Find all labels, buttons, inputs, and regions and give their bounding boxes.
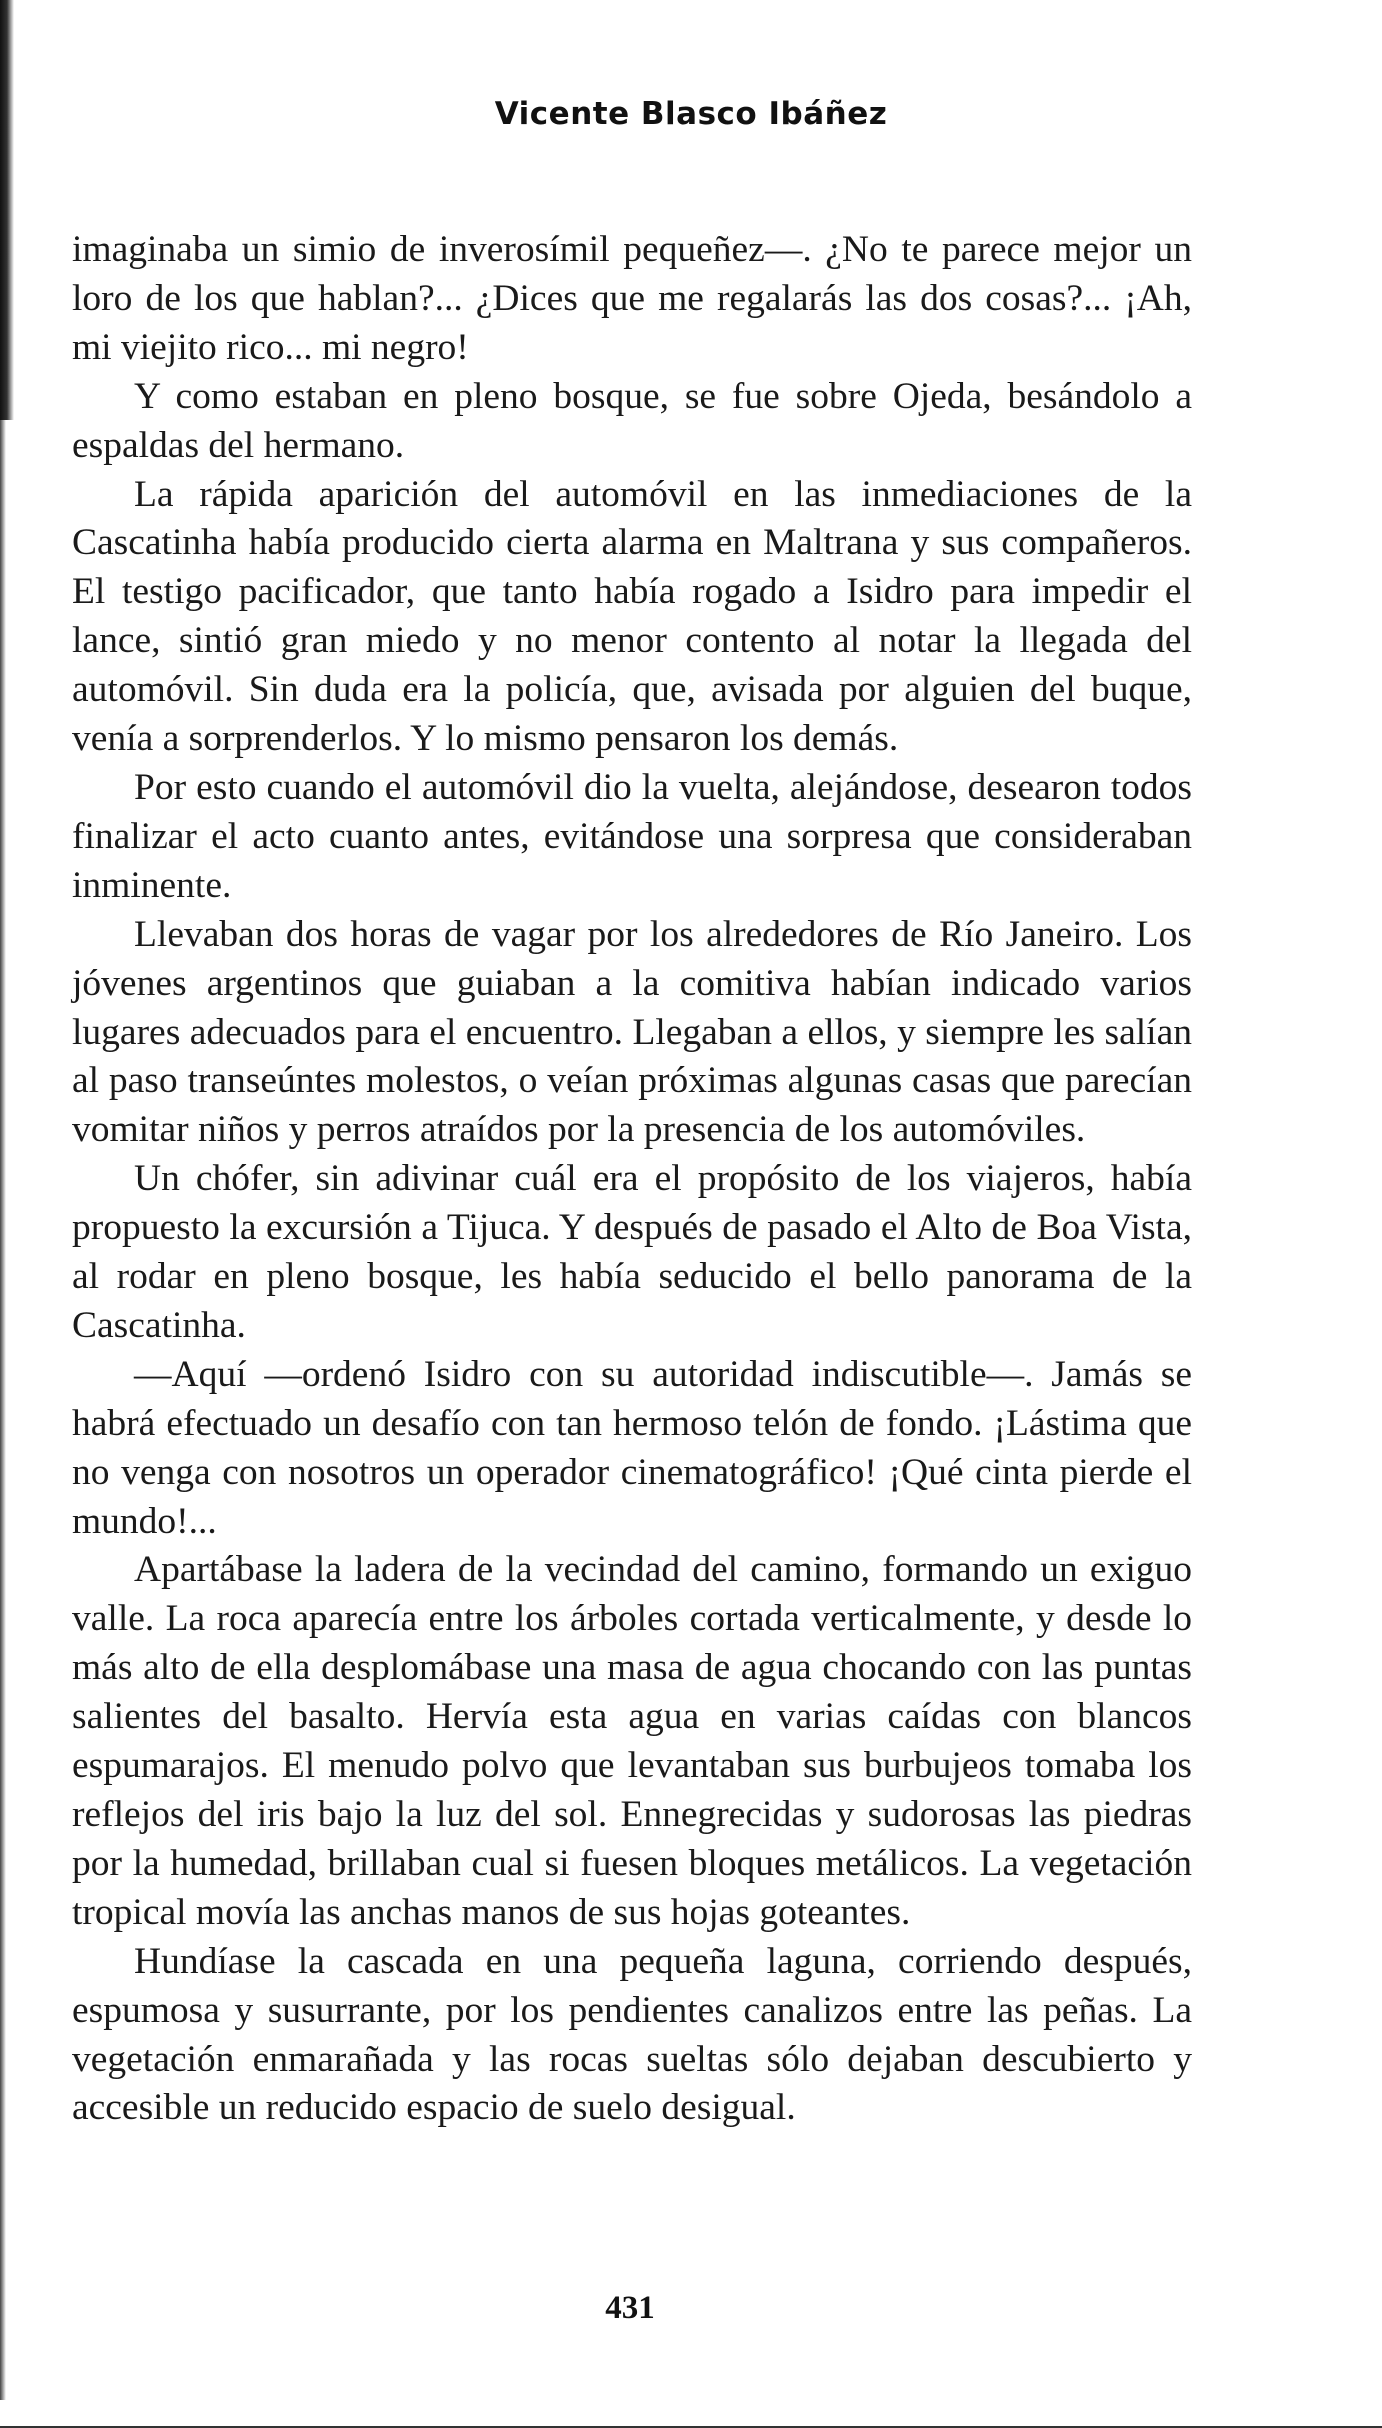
paragraph: Y como estaban en pleno bosque, se fue sobre Ojeda, besándolo a espaldas del hermano. <box>72 375 1192 466</box>
paragraph: Llevaban dos horas de vagar por los alrededores de Río Janeiro. Los jóvenes argentinos que guiaban a la comitiva habían indicado varios lugares adecuados para el encuentro. Llegaban a ellos, y siempre les salían al paso transeúntes molestos, o veían próximas algunas casas que parecían vomitar niños y perros atraídos por la presencia de los automóviles. <box>72 913 1192 1151</box>
scan-margin-line <box>0 420 6 2400</box>
paragraph: Un chófer, sin adivinar cuál era el propósito de los viajeros, había propuesto la excursión a Tijuca. Y después de pasado el Alto de Boa Vista, al rodar en pleno bosque, les había seducido el bello panorama de la Cascatinha. <box>72 1158 1192 1346</box>
page-number: 431 <box>605 2290 655 2326</box>
paragraph: Apartábase la ladera de la vecindad del camino, formando un exiguo valle. La roca aparecía entre los árboles cortada verticalmente, y desde lo más alto de ella desplomábase una masa de agua chocando con las puntas salientes del basalto. Hervía esta agua en varias caídas con blancos espumarajos. El menudo polvo que levantaban sus burbujeos tomaba los reflejos del iris bajo la luz del sol. Ennegrecidas y sudorosas las piedras por la humedad, brillaban cual si fuesen bloques metálicos. La vegetación tropical movía las anchas manos de sus hojas goteantes. <box>72 1549 1192 1933</box>
paragraph: Por esto cuando el automóvil dio la vuelta, alejándose, desearon todos finalizar el acto cuanto antes, evitándose una sorpresa que consideraban inminente. <box>72 766 1192 906</box>
paragraph-dialogue: —Aquí —ordenó Isidro con su autoridad indiscutible—. Jamás se habrá efectuado un desafío con tan hermoso telón de fondo. ¡Lástima que no venga con nosotros un operador cinematográfico! ¡Qué cinta pierde el mundo!... <box>72 1353 1192 1542</box>
scan-shadow-edge <box>0 0 14 420</box>
paragraph-continued: imaginaba un simio de inverosímil pequeñez—. ¿No te parece mejor un loro de los que hablan?... ¿Dices que me regalarás las dos cosas?... ¡Ah, mi viejito rico... mi negro! <box>72 229 1192 368</box>
paragraph: Hundíase la cascada en una pequeña laguna, corriendo después, espumosa y susurrante, por los pendientes canalizos entre las peñas. La vegetación enmarañada y las rocas sueltas sólo dejaban descubierto y accesible un reducido espacio de suelo desigual. <box>72 1940 1192 2129</box>
page-body <box>72 226 1192 2133</box>
paragraph: La rápida aparición del automóvil en las inmediaciones de la Cascatinha había producido cierta alarma en Maltrana y sus compañeros. El testigo pacificador, que tanto había rogado a Isidro para impedir el lance, sintió gran miedo y no menor contento al notar la llegada del automóvil. Sin duda era la policía, que, avisada por alguien del buque, venía a sorprenderlos. Y lo mismo pensaron los demás. <box>72 473 1192 760</box>
running-head: Vicente Blasco Ibáñez <box>494 96 888 132</box>
